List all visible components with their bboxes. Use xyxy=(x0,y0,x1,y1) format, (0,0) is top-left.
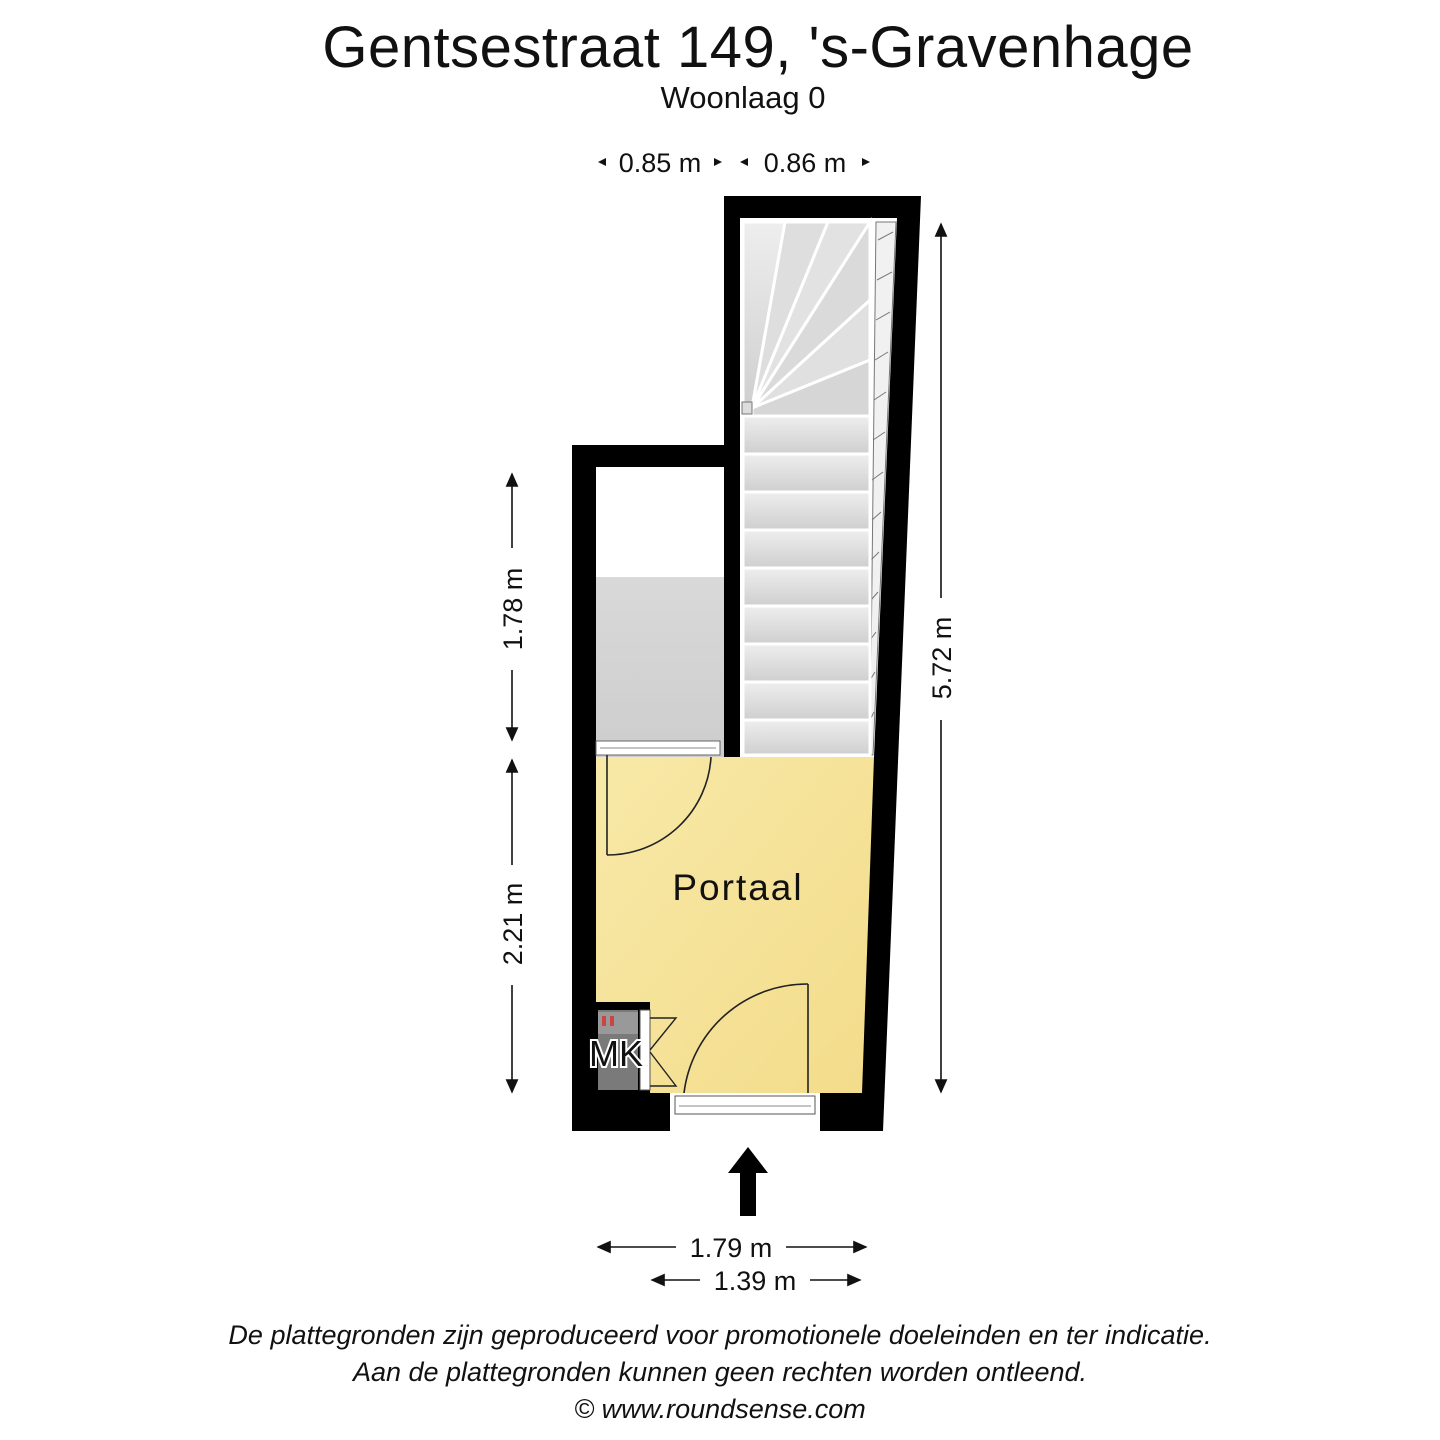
dim-right-total-label: 5.72 m xyxy=(927,616,957,700)
disclaimer-line-2: Aan de plattegronden kunnen geen rechten worden ontleend. xyxy=(352,1357,1088,1387)
straight-steps xyxy=(743,416,870,755)
dim-top-left xyxy=(598,148,722,178)
winder-steps xyxy=(743,222,870,416)
entrance-arrow-icon xyxy=(728,1147,768,1216)
disclaimer-line-1: De plattegronden zijn geproduceerd voor promotionele doeleinden en ter indicatie. xyxy=(228,1320,1212,1350)
plan-title: Gentsestraat 149, 's-Gravenhage xyxy=(322,15,1194,80)
svg-text:0.85 m: 0.85 m xyxy=(618,148,702,178)
dim-bottom-outer-label: 1.79 m xyxy=(689,1233,773,1263)
storage-shelf xyxy=(596,577,724,757)
plan-subtitle: Woonlaag 0 xyxy=(660,80,826,115)
dim-left-lower-label: 2.21 m xyxy=(498,882,528,966)
dim-left-upper-label: 1.78 m xyxy=(498,567,528,651)
copyright-line: © www.roundsense.com xyxy=(574,1394,866,1424)
svg-text:0.86 m: 0.86 m xyxy=(763,148,847,178)
dim-bottom-inner-label: 1.39 m xyxy=(713,1266,797,1296)
dim-top-right xyxy=(740,148,870,178)
room-label-portaal: Portaal xyxy=(672,867,804,908)
newel-post xyxy=(742,402,752,414)
room-label-mk: MK xyxy=(589,1033,643,1074)
